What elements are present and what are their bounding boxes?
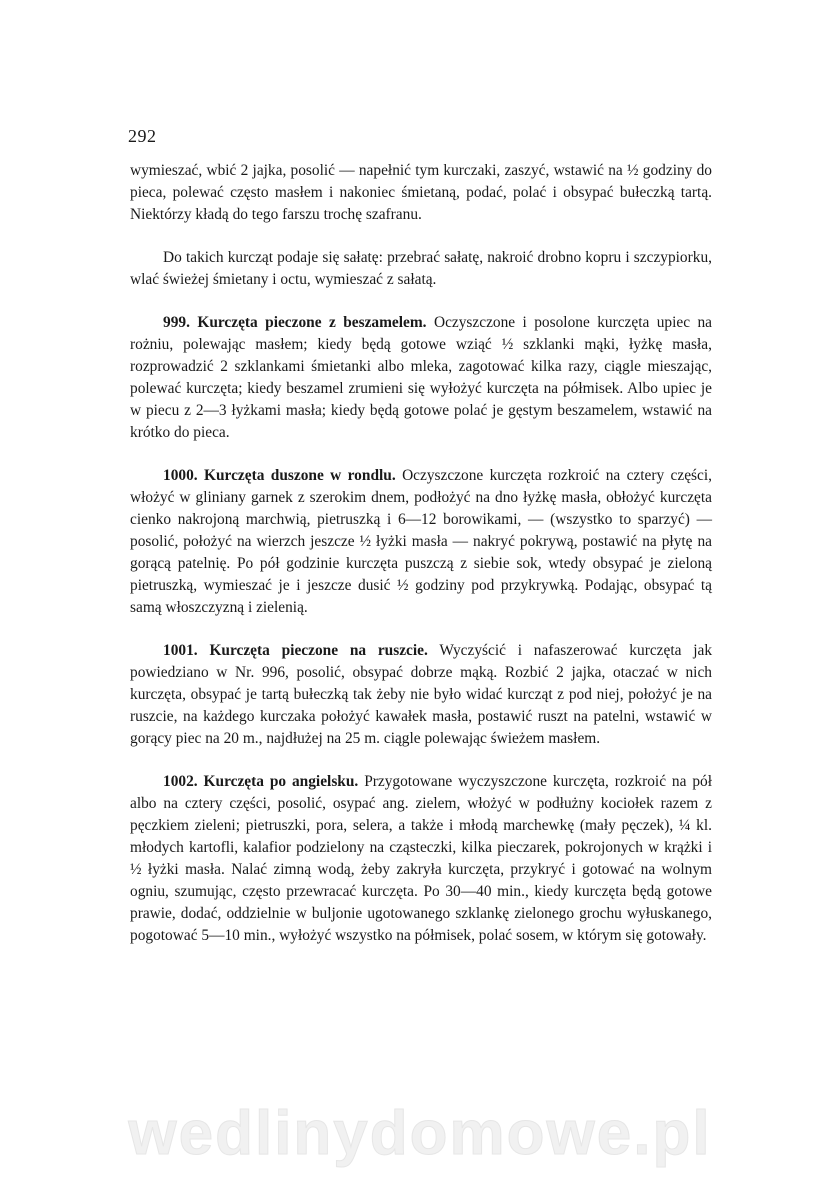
recipe-title: Kurczęta pieczone na ruszcie. [209, 642, 428, 659]
intro-paragraph-1: wymieszać, wbić 2 jajka, posolić — napełnić tym kurczaki, zaszyć, wstawić na ½ godziny do pieca, polewać często masłem i nakoniec śmietaną, podać, polać i obsypać bułeczką tartą. Niektórzy kładą do tego farszu trochę szafranu. [130, 162, 712, 223]
intro-paragraph-2: Do takich kurcząt podaje się sałatę: przebrać sałatę, nakroić drobno kopru i szczypiorku, wlać świeżej śmietany i octu, wymieszać z sałatą. [130, 249, 712, 288]
page-number: 292 [128, 126, 157, 146]
recipe-number: 1002. [163, 773, 198, 790]
recipe-1002 [130, 771, 712, 947]
recipe-text: Oczyszczone i posolone kurczęta upiec na rożniu, polewając masłem; kiedy będą gotowe wziąć ½ szklanki mąki, łyżkę masła, rozprowadzić 2 szklankami śmietanki albo mleka, zagotować kilka razy, ciągle mieszając, polewać kurczęta; kiedy beszamel zrumieni się wyłożyć kurczęta na półmisek. Albo upiec je w piecu z 2—3 łyżkami masła; kiedy będą gotowe polać je gęstym beszamelem, wstawić na krótko do pieca. [130, 314, 712, 441]
watermark: wedlinydomowe.pl [128, 1099, 712, 1168]
page-content [130, 160, 712, 968]
recipe-title: Kurczęta po angielsku. [203, 773, 359, 790]
recipe-number: 1001. [163, 642, 198, 659]
recipe-text: Przygotowane wyczyszczone kurczęta, rozkroić na pół albo na cztery części, posolić, osypać ang. zielem, włożyć w podłużny kociołek razem z pęczkiem zieleni; pietruszki, pora, selera, a także i młodą marchewkę (mały pęczek), ¼ kl. młodych kartofli, kalafior podzielony na cząsteczki, kilka pieczarek, pokrojonych w krążki i ½ łyżki masła. Nalać zimną wodą, żeby zakryła kurczęta, przykryć i gotować na wolnym ogniu, szumując, często przewracać kurczęta. Po 30—40 min., kiedy kurczęta będą gotowe prawie, dodać, oddzielnie w buljonie ugotowanego szklankę zielonego grochu wyłuskanego, pogotować 5—10 min., wyłożyć wszystko na półmisek, polać sosem, w którym się gotowały. [130, 773, 713, 944]
recipe-title: Kurczęta duszone w rondlu. [204, 467, 396, 484]
recipe-1000 [130, 465, 712, 619]
recipe-text: Wyczyścić i nafaszerować kurczęta jak powiedziano w Nr. 996, posolić, obsypać dobrze mąką. Rozbić 2 jajka, otaczać w nich kurczęta, obsypać je tartą bułeczką tak żeby nie było widać kurcząt z pod niej, położyć je na ruszcie, na każdego kurczaka położyć kawałek masła, postawić ruszt na patelni, wstawić w gorący piec na 20 m., najdłużej na 25 m. ciągle polewając świeżem masłem. [130, 642, 713, 747]
recipe-1001 [130, 640, 712, 750]
recipe-text: Oczyszczone kurczęta rozkroić na cztery części, włożyć w gliniany garnek z szerokim dnem, podłożyć na dno łyżkę masła, obłożyć kurczęta cienko nakrojoną marchwią, pietruszką i 6—12 borowikami, — (wszystko to sparzyć) — posolić, położyć na wierzch jeszcze ½ łyżki masła — nakryć pokrywą, postawić na płytę na gorącą patelnię. Po pół godzinie kurczęta puszczą z siebie sok, wtedy obsypać je zieloną pietruszką, wymieszać je i jeszcze dusić ½ godziny pod przykrywką. Podając, obsypać tą samą włoszczyzną i zielenią. [130, 467, 712, 616]
recipe-999 [130, 312, 712, 444]
recipe-title: Kurczęta pieczone z beszamelem. [197, 314, 427, 331]
recipe-number: 1000. [163, 467, 198, 484]
recipe-number: 999. [163, 314, 190, 331]
